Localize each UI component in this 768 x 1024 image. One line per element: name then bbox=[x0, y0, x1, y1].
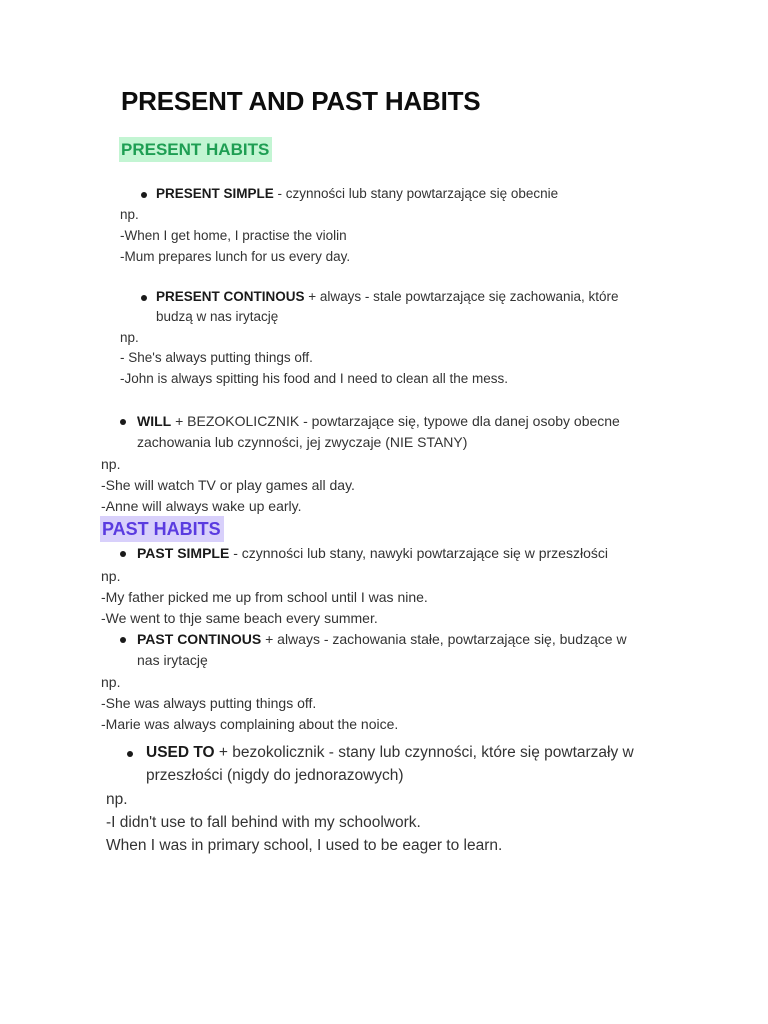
example-line: -John is always spitting his food and I need to clean all the mess. bbox=[120, 371, 508, 386]
present-continous-definition-cont: budzą w nas irytację bbox=[156, 309, 279, 324]
example-line: -She was always putting things off. bbox=[101, 695, 317, 711]
past-continous-line bbox=[137, 631, 627, 647]
present-habits-heading: PRESENT HABITS bbox=[119, 137, 272, 162]
example-line: -My father picked me up from school until I was nine. bbox=[101, 589, 428, 605]
np-label: np. bbox=[120, 330, 139, 345]
bullet-icon bbox=[127, 751, 133, 757]
example-line: -Mum prepares lunch for us every day. bbox=[120, 249, 351, 264]
past-simple-term: PAST SIMPLE bbox=[137, 545, 230, 561]
present-continous-definition: + always - stale powtarzające się zachowania, które bbox=[304, 289, 619, 304]
past-habits-heading: PAST HABITS bbox=[100, 516, 224, 542]
will-definition-cont: zachowania lub czynności, jej zwyczaje (NIE STANY) bbox=[137, 434, 468, 450]
used-to-definition-cont: przeszłości (nigdy do jednorazowych) bbox=[146, 767, 404, 784]
present-continous-term: PRESENT CONTINOUS bbox=[156, 289, 305, 304]
bullet-icon bbox=[141, 192, 147, 198]
past-continous-definition: + always - zachowania stałe, powtarzające się, budzące w bbox=[261, 631, 627, 647]
example-line: -Marie was always complaining about the noice. bbox=[101, 716, 399, 732]
used-to-term: USED TO bbox=[146, 744, 215, 761]
np-label: np. bbox=[101, 674, 121, 690]
np-label: np. bbox=[106, 791, 128, 808]
np-label: np. bbox=[101, 568, 121, 584]
example-line: When I was in primary school, I used to be eager to learn. bbox=[106, 837, 503, 854]
np-label: np. bbox=[101, 456, 121, 472]
past-simple-line bbox=[137, 545, 608, 561]
page-title: PRESENT AND PAST HABITS bbox=[121, 86, 481, 116]
example-line: -Anne will always wake up early. bbox=[101, 498, 302, 514]
used-to-definition: + bezokolicznik - stany lub czynności, które się powtarzały w bbox=[214, 744, 634, 761]
past-continous-definition-cont: nas irytację bbox=[137, 652, 208, 668]
example-line: -We went to thje same beach every summer. bbox=[101, 610, 378, 626]
example-line: -She will watch TV or play games all day. bbox=[101, 477, 355, 493]
bullet-icon bbox=[141, 295, 147, 301]
past-continous-term: PAST CONTINOUS bbox=[137, 631, 262, 647]
will-line bbox=[137, 413, 620, 429]
bullet-icon bbox=[120, 419, 126, 425]
present-simple-definition: - czynności lub stany powtarzające się obecnie bbox=[273, 186, 559, 201]
example-line: -When I get home, I practise the violin bbox=[120, 228, 347, 243]
past-simple-definition: - czynności lub stany, nawyki powtarzające się w przeszłości bbox=[229, 545, 608, 561]
present-simple-term: PRESENT SIMPLE bbox=[156, 186, 274, 201]
example-line: - She's always putting things off. bbox=[120, 350, 313, 365]
used-to-line bbox=[146, 744, 634, 762]
present-continous-line bbox=[156, 289, 619, 304]
present-simple-line bbox=[156, 186, 558, 201]
will-term: WILL bbox=[137, 413, 172, 429]
example-line: -I didn't use to fall behind with my schoolwork. bbox=[106, 814, 421, 831]
will-definition: + BEZOKOLICZNIK - powtarzające się, typowe dla danej osoby obecne bbox=[171, 413, 620, 429]
bullet-icon bbox=[120, 551, 126, 557]
np-label: np. bbox=[120, 207, 139, 222]
bullet-icon bbox=[120, 637, 126, 643]
